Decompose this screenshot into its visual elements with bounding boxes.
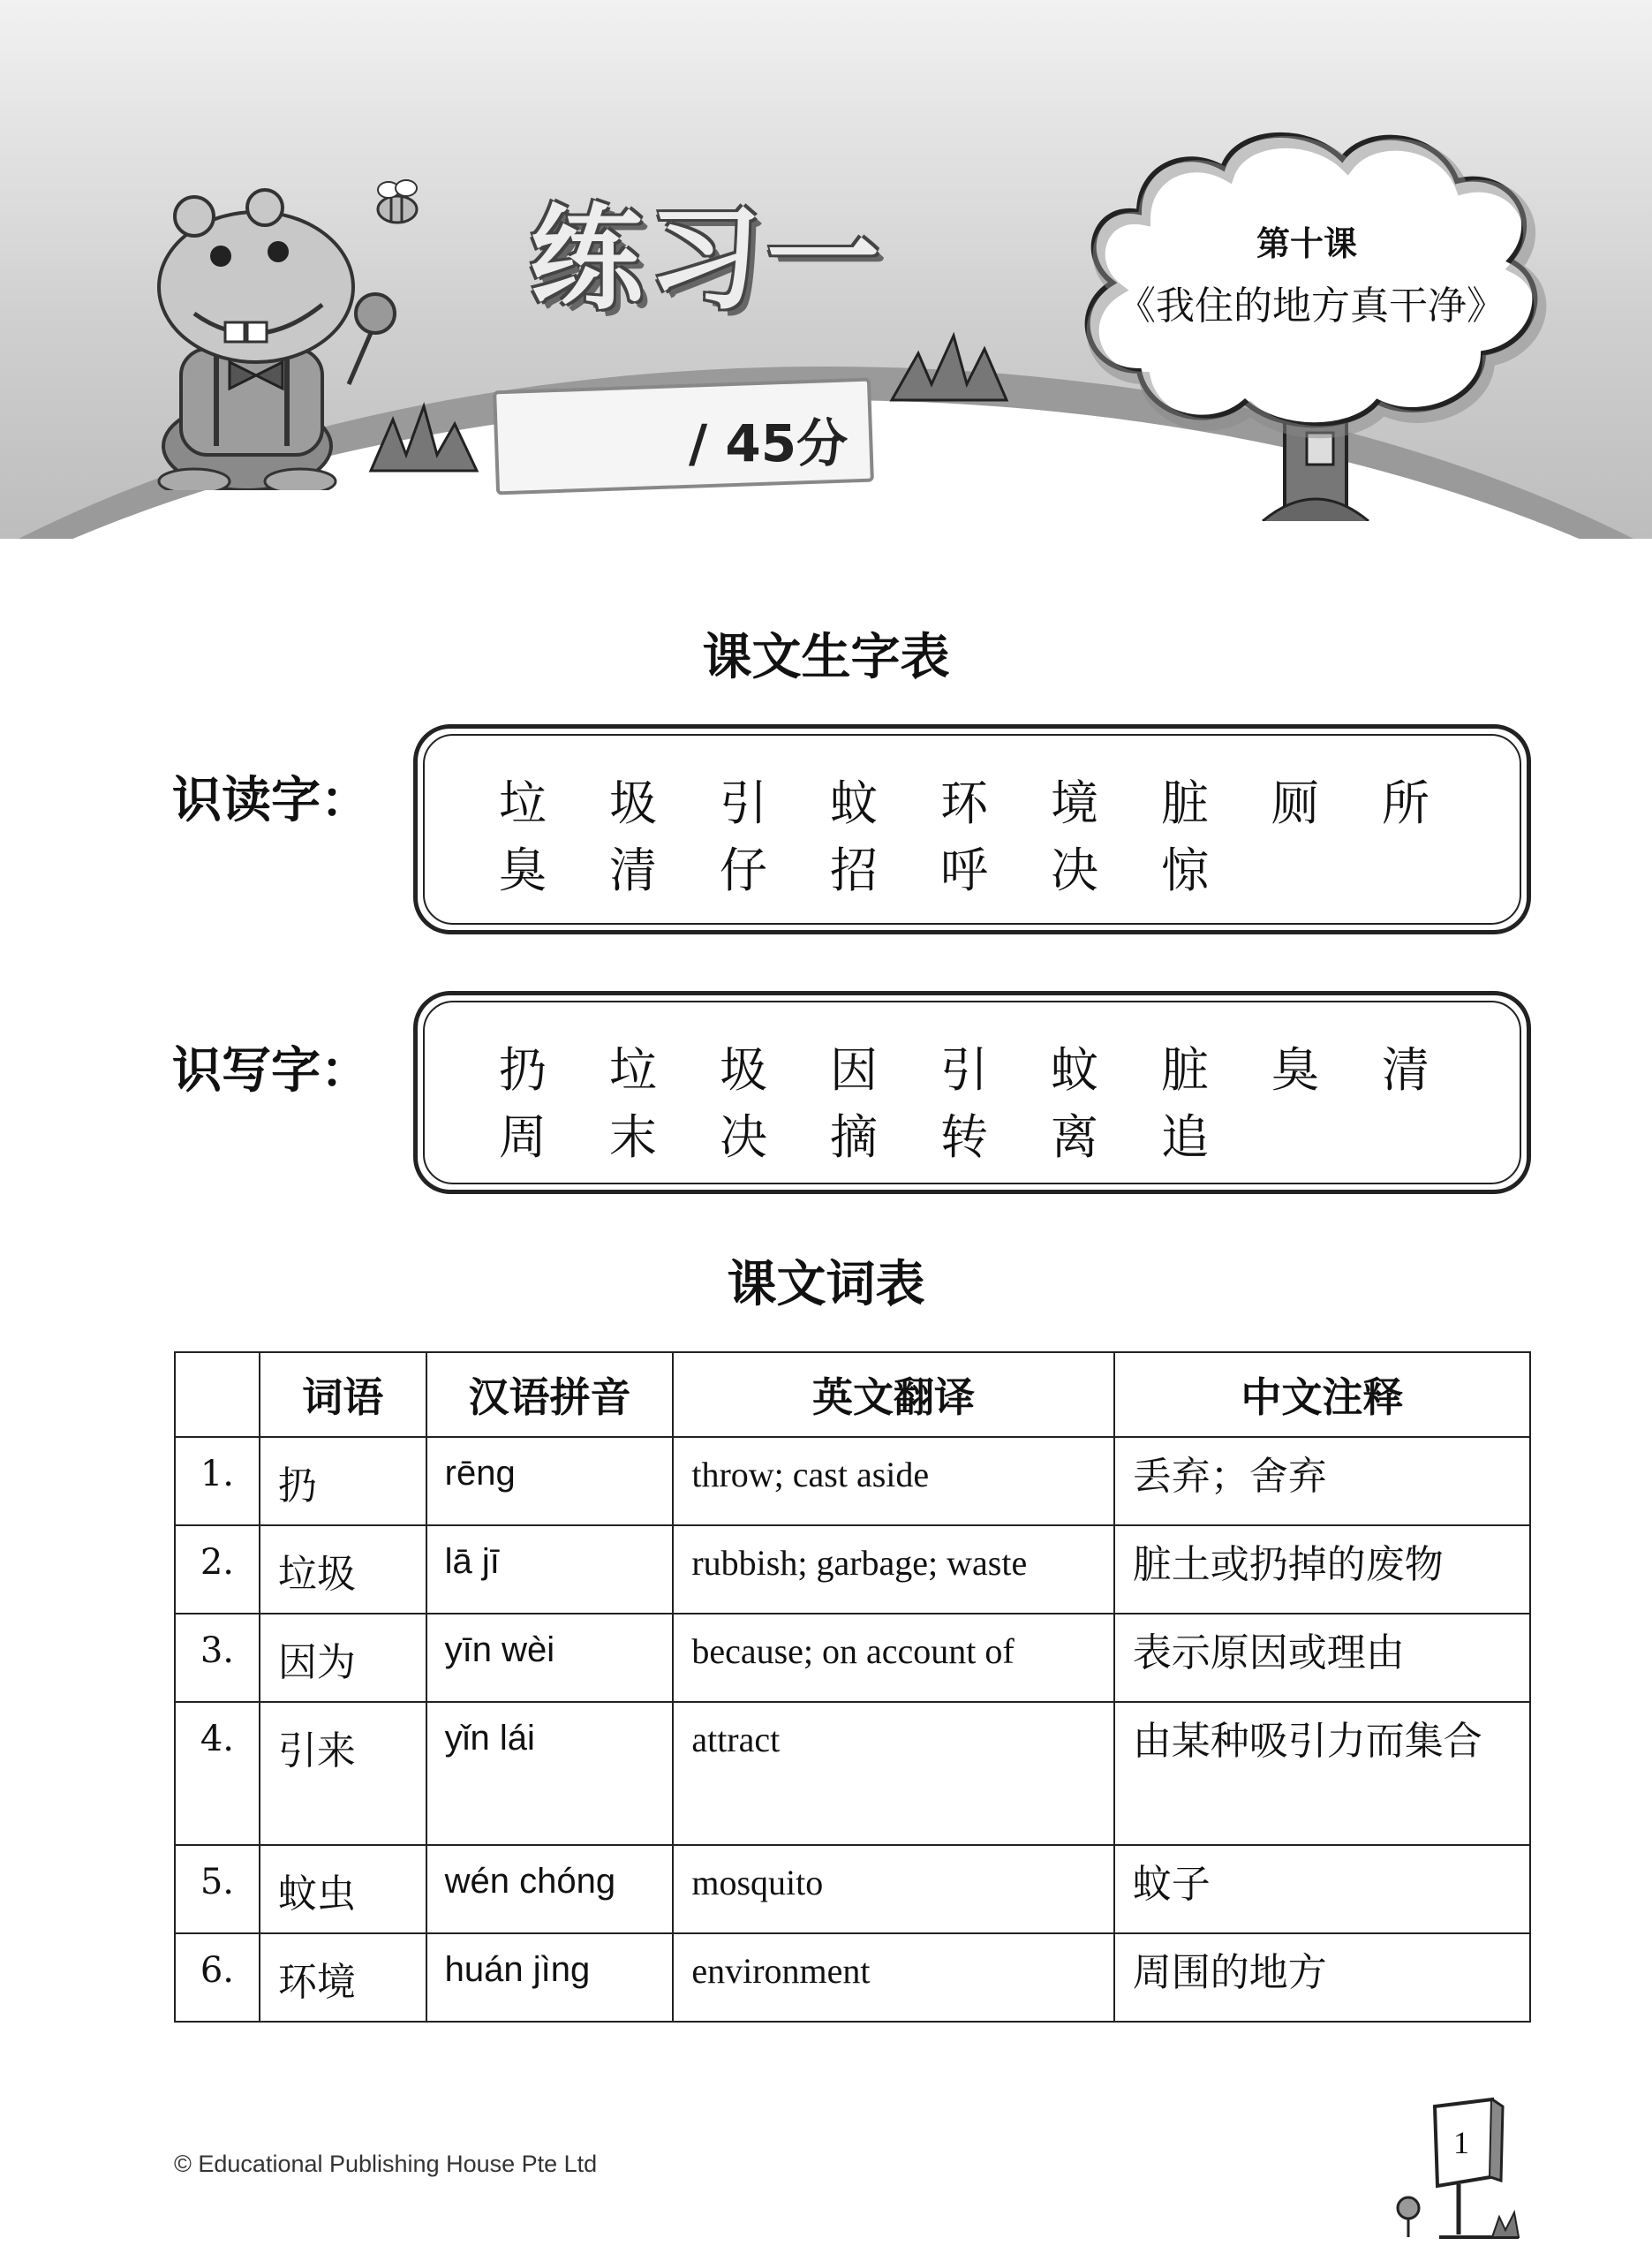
char: 转 [940, 1109, 988, 1165]
char: 呼 [940, 843, 988, 898]
char-table-heading: 课文生字表 [702, 629, 950, 686]
word-cell: 蚊虫 [260, 1845, 426, 1933]
table-row [175, 1525, 1530, 1614]
char: 臭 [1271, 1042, 1319, 1098]
row-number: 2. [175, 1525, 260, 1614]
char: 惊 [1161, 843, 1209, 898]
word-cell: 扔 [260, 1437, 426, 1525]
vocab-table [174, 1351, 1531, 2023]
chinese-note-cell: 脏土或扔掉的废物 [1114, 1525, 1530, 1614]
header-number [175, 1352, 260, 1437]
reading-row-1 [499, 766, 1492, 834]
char: 所 [1382, 775, 1429, 831]
pinyin-cell: huán jìng [426, 1933, 674, 2022]
char: 招 [830, 843, 878, 898]
lesson-title: 《我住的地方真干净》 [1117, 284, 1505, 329]
char: 垃 [499, 775, 547, 831]
char: 厕 [1271, 775, 1319, 831]
pinyin-cell: yǐn lái [426, 1702, 674, 1845]
table-row [175, 1437, 1530, 1525]
char: 追 [1161, 1109, 1209, 1165]
signpost-flower-icon [1386, 2089, 1528, 2248]
char: 脏 [1161, 775, 1209, 831]
pinyin-cell: lā jī [426, 1525, 674, 1614]
english-cell: attract [673, 1702, 1113, 1845]
page-number: 1 [1453, 2125, 1469, 2160]
table-header-row [175, 1352, 1530, 1437]
reading-char-box [413, 724, 1531, 934]
table-row [175, 1933, 1530, 2022]
header-word: 词语 [260, 1352, 426, 1437]
chinese-note-cell: 表示原因或理由 [1114, 1614, 1530, 1702]
lesson-number: 第十课 [1256, 224, 1357, 263]
char: 引 [720, 775, 767, 831]
char: 清 [609, 843, 657, 898]
char: 摘 [830, 1109, 878, 1165]
char: 垃 [609, 1042, 657, 1098]
writing-row-2 [499, 1100, 1271, 1168]
hippo-mascot-icon [132, 181, 406, 490]
score-total: / 45分 [689, 413, 849, 473]
chinese-note-cell: 蚊子 [1114, 1845, 1530, 1933]
pinyin-cell: rēng [426, 1437, 674, 1525]
grass-tuft-icon [366, 402, 481, 473]
char: 圾 [720, 1042, 767, 1098]
word-cell: 垃圾 [260, 1525, 426, 1614]
english-cell: because; on account of [673, 1614, 1113, 1702]
char: 清 [1382, 1042, 1429, 1098]
row-number: 6. [175, 1933, 260, 2022]
chinese-note-cell: 丢弃；舍弃 [1114, 1437, 1530, 1525]
char: 引 [940, 1042, 988, 1098]
header-english: 英文翻译 [673, 1352, 1113, 1437]
copyright-notice: © Educational Publishing House Pte Ltd [174, 2151, 598, 2177]
english-cell: throw; cast aside [673, 1437, 1113, 1525]
english-cell: environment [673, 1933, 1113, 2022]
char: 周 [499, 1109, 547, 1165]
writing-label: 识写字： [172, 1042, 370, 1100]
word-cell: 因为 [260, 1614, 426, 1702]
english-cell: rubbish; garbage; waste [673, 1525, 1113, 1614]
word-cell: 引来 [260, 1702, 426, 1845]
exercise-title: 练习一 [530, 193, 886, 325]
char: 蚊 [830, 775, 878, 831]
header-chinese: 中文注释 [1114, 1352, 1530, 1437]
row-number: 4. [175, 1702, 260, 1845]
writing-char-box [413, 991, 1531, 1194]
char: 离 [1051, 1109, 1098, 1165]
char: 末 [609, 1109, 657, 1165]
chinese-note-cell: 周围的地方 [1114, 1933, 1530, 2022]
table-row [175, 1845, 1530, 1933]
char: 境 [1051, 775, 1098, 831]
char: 扔 [499, 1042, 547, 1098]
english-cell: mosquito [673, 1845, 1113, 1933]
char: 圾 [609, 775, 657, 831]
char: 臭 [499, 843, 547, 898]
char: 环 [940, 775, 988, 831]
grass-tuft-icon [887, 331, 1011, 402]
char: 蚊 [1051, 1042, 1098, 1098]
reading-label: 识读字： [172, 772, 370, 829]
bee-icon [366, 172, 428, 234]
word-cell: 环境 [260, 1933, 426, 2022]
pinyin-cell: yīn wèi [426, 1614, 674, 1702]
char: 仔 [720, 843, 767, 898]
row-number: 1. [175, 1437, 260, 1525]
char: 决 [1051, 843, 1098, 898]
writing-row-1 [499, 1032, 1492, 1100]
char: 决 [720, 1109, 767, 1165]
chinese-note-cell: 由某种吸引力而集合 [1114, 1702, 1530, 1845]
table-row [175, 1702, 1530, 1845]
row-number: 3. [175, 1614, 260, 1702]
pinyin-cell: wén chóng [426, 1845, 674, 1933]
row-number: 5. [175, 1845, 260, 1933]
vocab-heading: 课文词表 [727, 1256, 925, 1313]
reading-row-2 [499, 833, 1271, 901]
char: 因 [830, 1042, 878, 1098]
table-row [175, 1614, 1530, 1702]
header-pinyin: 汉语拼音 [426, 1352, 674, 1437]
char: 脏 [1161, 1042, 1209, 1098]
